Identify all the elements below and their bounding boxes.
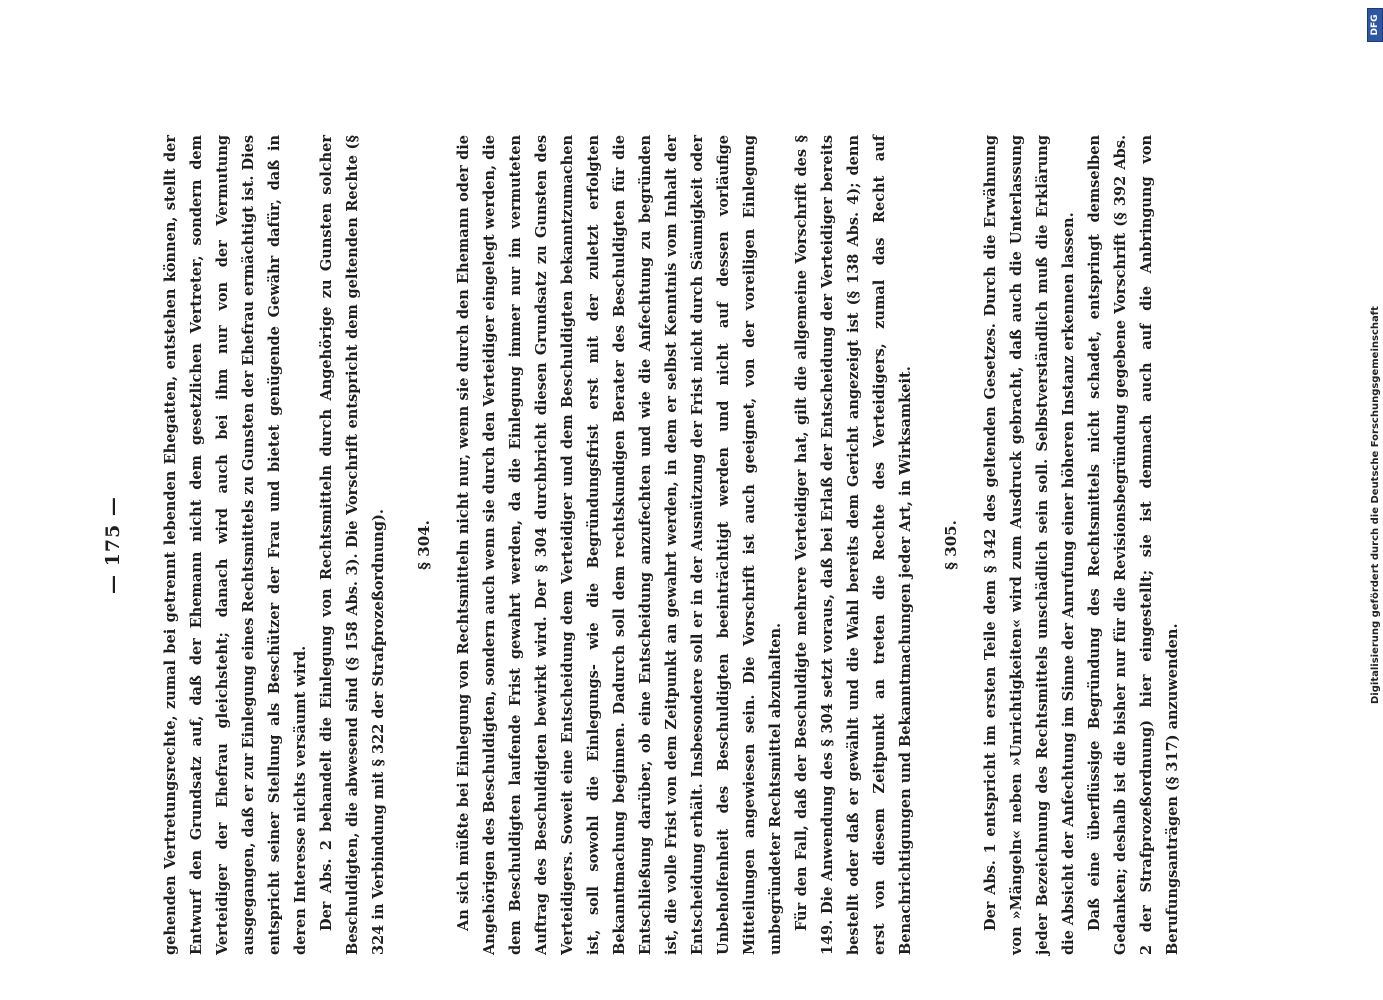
- paragraph: Daß eine überflüssige Begründung des Rechtsmittels nicht schadet, entspringt demselben Gedanken; deshalb ist die bisher nur für die Revisionsbegründung gegebene Vorschrift (§ 392 Abs. 2 der Strafprozeßordnung) hier eingestellt; sie ist demnach auch auf die Anbringung von Berufungsanträgen (§ 317) anzuwenden.: [1086, 135, 1181, 955]
- page-number: — 175 —: [102, 496, 124, 594]
- section-heading: § 304.: [415, 520, 433, 570]
- paragraph: gehenden Vertretungsrechte, zumal bei getrennt lebenden Ehegatten, entstehen können, stellt der Entwurf den Grundsatz auf, daß der Ehemann nicht dem gesetzlichen Vertreter, sondern dem Verteidiger der Ehefrau gleichsteht; danach wird auch bei ihm nur von der Vermutung ausgegangen, daß er zur Einlegung eines Rechtsmittels zu Gunsten der Ehefrau ermächtigt ist. Dies entspricht seiner Stellung als Beschützer der Frau und bietet genügende Gewähr dafür, daß in deren Interesse nichts versäumt wird.: [162, 135, 309, 955]
- digitization-sidebar: [1364, 8, 1383, 998]
- body-text: [158, 135, 1186, 955]
- section-heading: § 305.: [942, 520, 960, 570]
- paragraph: Für den Fall, daß der Beschuldigte mehrere Verteidiger hat, gilt die allgemeine Vorschrift des § 149. Die Anwendung des § 304 setzt voraus, daß bei Erlaß der Entscheidung der Verteidiger bereits bestellt oder daß er gewählt und die Wahl bereits dem Gericht angezeigt ist (§ 138 Abs. 4); denn erst von diesem Zeitpunkt an treten die Rechte des Verteidigers, zumal das Recht auf Benachrichtigungen und Bekanntmachungen jeder Art, in Wirksamkeit.: [793, 135, 914, 955]
- paragraph: Der Abs. 2 behandelt die Einlegung von Rechtsmitteln durch Angehörige zu Gunsten solcher Beschuldigten, die abwesend sind (§ 158 Abs. 3). Die Vorschrift entspricht dem geltenden Rechte (§ 324 in Verbindung mit § 322 der Strafprozeßordnung).: [318, 135, 387, 955]
- digitization-note: Digitalisierung gefördert durch die Deutsche Forschungsgemeinschaft: [1370, 306, 1381, 704]
- document-page: [102, 135, 1302, 955]
- dfg-logo: [1367, 8, 1383, 42]
- dfg-logo-text: DFG: [1370, 14, 1380, 36]
- paragraph: An sich müßte bei Einlegung von Rechtsmitteln nicht nur, wenn sie durch den Ehemann oder die Angehörigen des Beschuldigten, sondern auch wenn sie durch den Verteidiger eingelegt werden, die dem Beschuldigten laufende Frist gewahrt werden, da die Einlegung immer nur im vermuteten Auftrag des Beschuldigten bewirkt wird. Der § 304 durchbricht diesen Grundsatz zu Gunsten des Verteidigers. Soweit eine Entscheidung dem Verteidiger und dem Beschuldigten bekanntzumachen ist, soll sowohl die Einlegungs- wie die Begründungsfrist erst mit der zuletzt erfolgten Bekanntmachung beginnen. Dadurch soll dem rechtskundigen Berater des Beschuldigten für die Entschließung darüber, ob eine Entscheidung anzufechten und wie die Anfechtung zu begründen ist, die volle Frist von dem Zeitpunkt an gewahrt werden, in dem er selbst Kenntnis vom Inhalt der Entscheidung erhält. Insbesondere soll er in der Ausnützung der Frist nicht durch Säumigkeit oder Unbeholfenheit des Beschuldigten beeinträchtigt werden und nicht auf dessen vorläufige Mitteilungen angewiesen sein. Die Vorschrift ist auch geeignet, von der voreiligen Einlegung unbegründeter Rechtsmittel abzuhalten.: [455, 135, 784, 955]
- paragraph: Der Abs. 1 entspricht im ersten Teile dem § 342 des geltenden Gesetzes. Durch die Erwähnung von »Mängeln« neben »Unrichtigkeiten« wird zum Ausdruck gebracht, daß auch die Unterlassung jeder Bezeichnung des Rechtsmittels unschädlich sein soll. Selbstverständlich muß die Erklärung die Absicht der Anfechtung im Sinne der Anrufung einer höheren Instanz erkennen lassen.: [982, 135, 1077, 955]
